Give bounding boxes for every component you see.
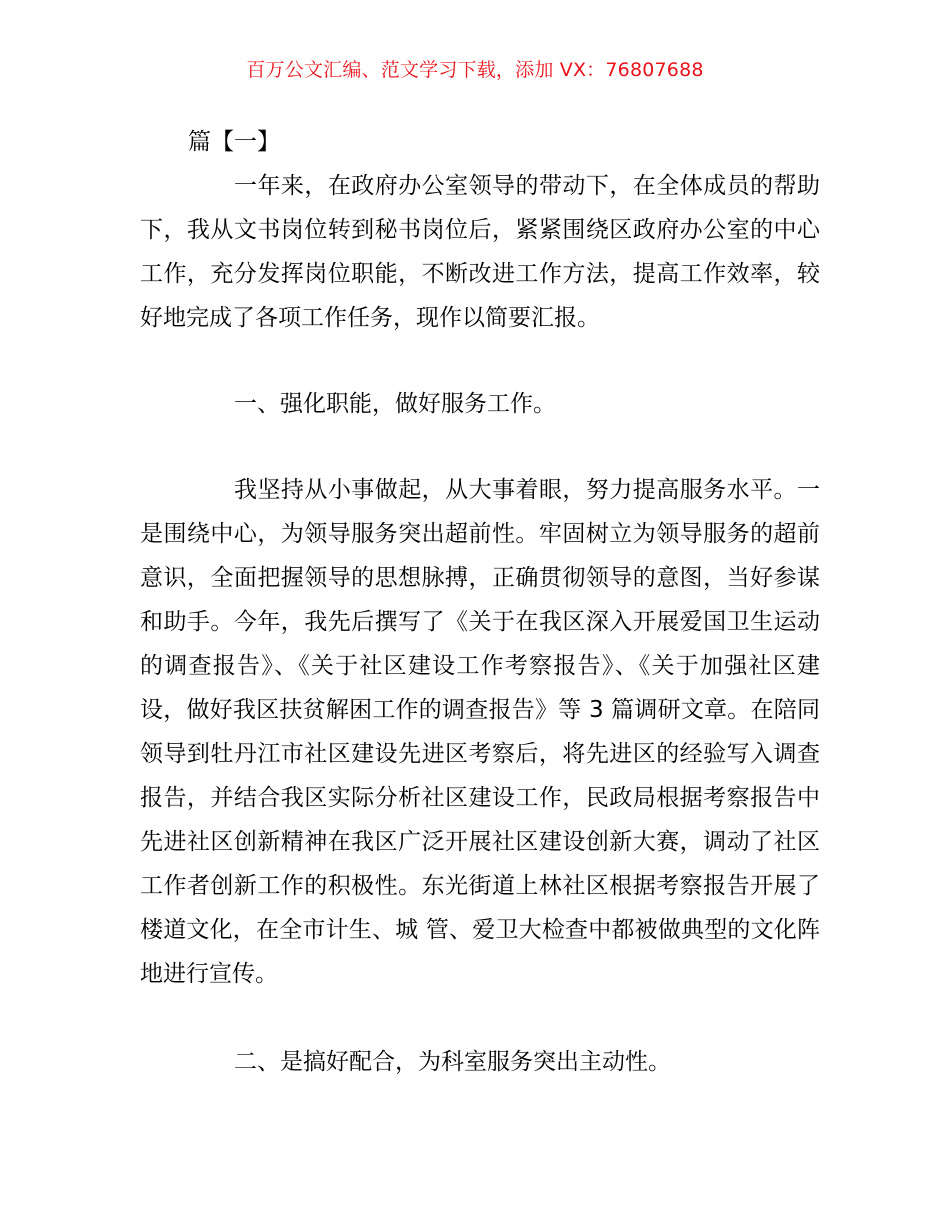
section-heading-1: 一、强化职能，做好服务工作。	[234, 391, 556, 417]
paragraph-spacer	[140, 340, 820, 382]
watermark-header: 百万公文汇编、范文学习下载，添加 VX：76807688	[246, 59, 704, 81]
paragraph-spacer	[140, 996, 820, 1040]
document-body	[140, 120, 820, 1084]
paragraph-spacer	[140, 426, 820, 468]
intro-paragraph: 一年来，在政府办公室领导的带动下，在全体成员的帮助下，我从文书岗位转到秘书岗位后，紧紧围绕区政府办公室的中心工作，充分发挥岗位职能，不断改进工作方法，提高工作效率，较好地完成了各项工作任务，现作以简要汇报。	[140, 173, 820, 331]
section-heading-2: 二、是搞好配合，为科室服务突出主动性。	[234, 1049, 671, 1075]
section-label: 篇【一】	[188, 129, 280, 155]
body-paragraph-1: 我坚持从小事做起，从大事着眼，努力提高服务水平。一是围绕中心，为领导服务突出超前性。牢固树立为领导服务的超前意识，全面把握领导的思想脉搏，正确贯彻领导的意图，当好参谋和助手。今年，我先后撰写了《关于在我区深入开展爱国卫生运动的调查报告》、《关于社区建设工作考察报告》、《关于加强社区建设，做好我区扶贫解困工作的调查报告》等 3 篇调研文章。在陪同领导到牡丹江市社区建设先进区考察后，将先进区的经验写入调查报告，并结合我区实际分析社区建设工作，民政局根据考察报告中先进社区创新精神在我区广泛开展社区建设创新大赛，调动了社区工作者创新工作的积极性。东光街道上林社区根据考察报告开展了楼道文化，在全市计生、城 管、爱卫大检查中都被做典型的文化阵地进行宣传。	[140, 477, 820, 987]
